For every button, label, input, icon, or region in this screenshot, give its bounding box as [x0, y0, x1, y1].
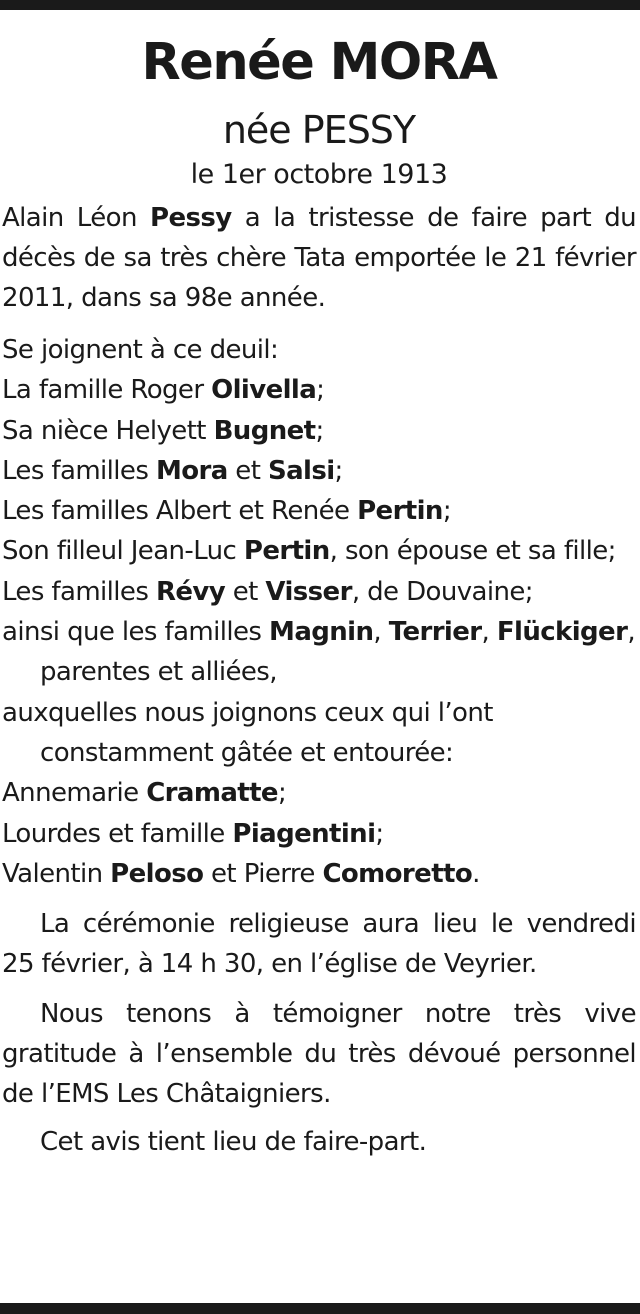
deceased-name: Renée MORA	[141, 33, 497, 92]
ceremony-paragraph: La cérémonie religieuse aura lieu le vendredi 25 février, à 14 h 30, en l’église de Veyrier.	[2, 909, 636, 980]
death-notice	[2, 24, 636, 1162]
list-item: Annemarie Cramatte;	[2, 778, 287, 809]
list-item: Lourdes et famille Piagentini;	[2, 818, 384, 849]
list-item: Se joignent à ce deuil:	[2, 335, 279, 365]
list-item: ainsi que les familles Magnin, Terrier, Flückiger, parentes et alliées,	[2, 617, 635, 688]
list-item: Valentin Peloso et Pierre Comoretto.	[2, 858, 480, 889]
birth-date: le 1er octobre 1913	[190, 159, 448, 190]
mourners-list	[2, 330, 636, 894]
list-item: La famille Roger Olivella;	[2, 375, 325, 406]
top-border-rule	[0, 0, 640, 10]
gratitude-paragraph: Nous tenons à témoigner notre très vive gratitude à l’ensemble du très dévoué personnel de l’EMS Les Châtaigniers.	[2, 999, 636, 1110]
closing-paragraph: Cet avis tient lieu de faire-part.	[40, 1127, 427, 1158]
bottom-border-rule	[0, 1303, 640, 1314]
list-item: Sa nièce Helyett Bugnet;	[2, 415, 324, 446]
maiden-name: née PESSY	[222, 108, 416, 152]
list-item: auxquelles nous joignons ceux qui l’ont constamment gâtée et entourée:	[2, 697, 493, 768]
intro-paragraph: Alain Léon Pessy a la tristesse de faire part du décès de sa très chère Tata emportée le 21 février 2011, dans sa 98e année.	[2, 203, 637, 313]
list-item: Les familles Albert et Renée Pertin;	[2, 496, 452, 527]
list-item: Son filleul Jean-Luc Pertin, son épouse et sa fille;	[2, 536, 616, 567]
list-item: Les familles Mora et Salsi;	[2, 455, 343, 486]
list-item: Les familles Révy et Visser, de Douvaine;	[2, 576, 533, 607]
